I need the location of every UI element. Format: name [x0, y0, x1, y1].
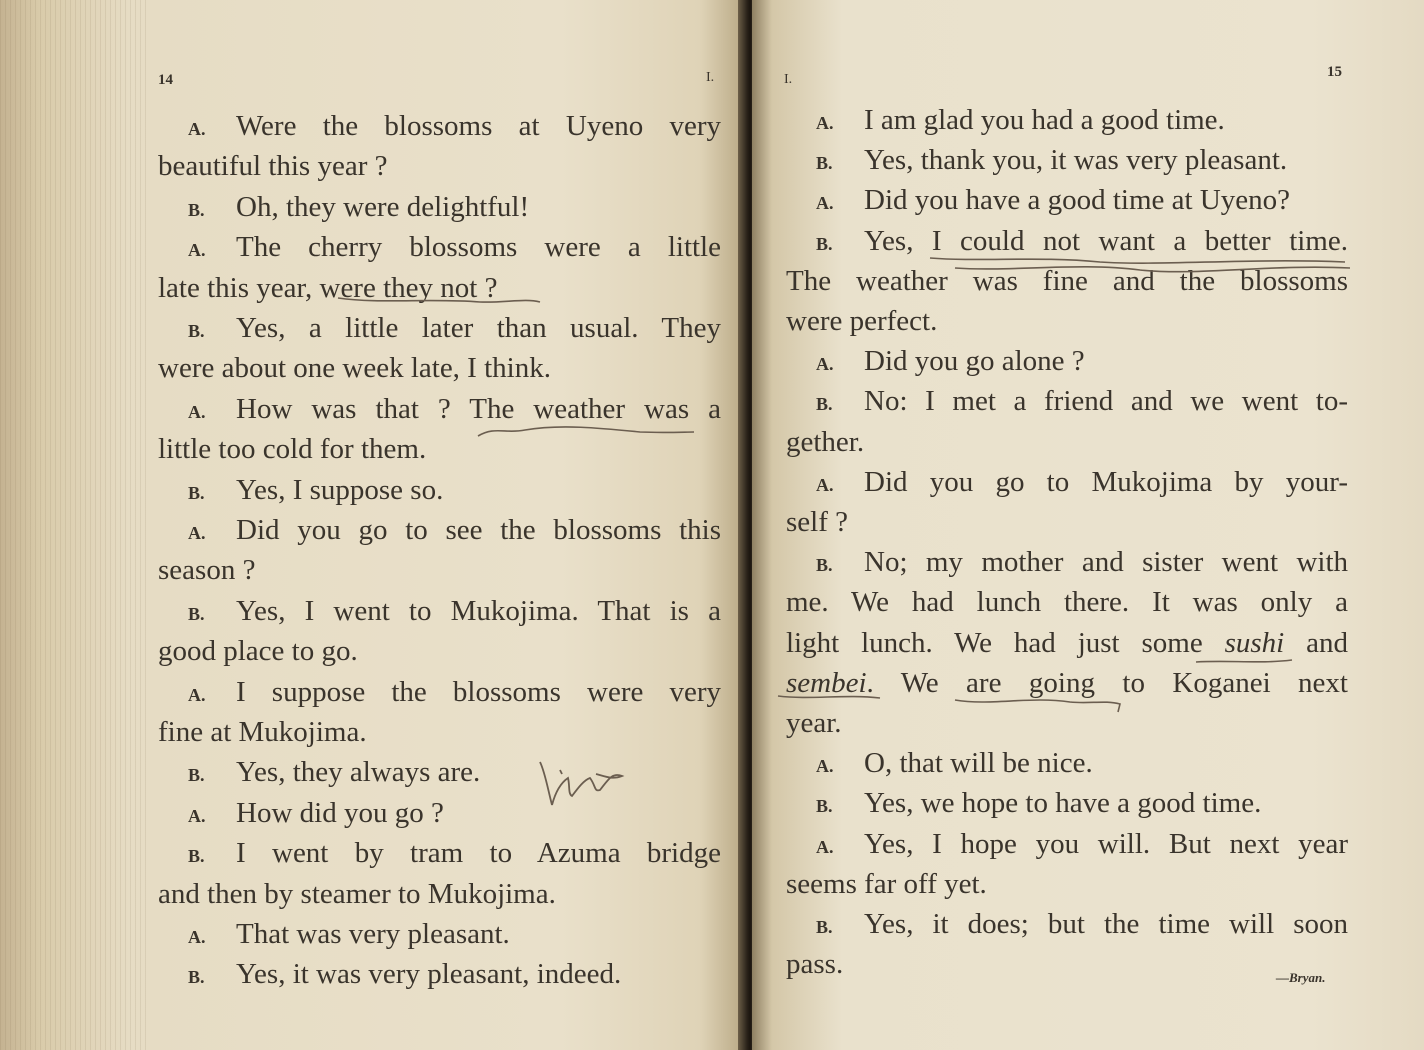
dialogue-line: [188, 674, 721, 713]
dialogue-line: [816, 383, 1348, 422]
line-text: were perfect.: [786, 305, 938, 337]
dialogue-line: [158, 714, 721, 750]
line-text: Oh, they were delightful!: [236, 190, 530, 223]
dialogue-line: [188, 472, 721, 511]
speaker-label: A.: [816, 193, 834, 214]
line-text: year.: [786, 707, 842, 739]
line-text: O, that will be nice.: [864, 747, 1093, 780]
line-text: Yes, I went to Mukojima. That is a: [236, 594, 721, 627]
speaker-label: A.: [816, 756, 834, 777]
dialogue-line: [786, 303, 1348, 339]
speaker-label: B.: [188, 321, 205, 341]
speaker-label: B.: [816, 555, 833, 576]
italic-word: sushi: [1224, 626, 1285, 659]
speaker-label: B.: [188, 603, 205, 624]
dialogue-line: [188, 754, 721, 793]
dialogue-line: [786, 665, 1348, 701]
line-text: gether.: [786, 425, 865, 458]
speaker-label: A.: [816, 474, 834, 495]
line-text: pass.: [786, 948, 844, 981]
line-text: How did you go ?: [236, 796, 444, 829]
dialogue-line: [188, 189, 721, 228]
attribution: —Bryan.: [1276, 970, 1326, 985]
line-text: That was very pleasant.: [236, 918, 510, 950]
speaker-label: B.: [816, 233, 833, 254]
dialogue-line: [816, 343, 1348, 382]
dialogue-line: [188, 916, 721, 955]
speaker-label: A.: [188, 805, 206, 826]
dialogue-line: [816, 826, 1348, 865]
speaker-label: A.: [816, 354, 834, 375]
line-text: good place to go.: [158, 635, 358, 668]
line-text-tail: and: [1284, 626, 1349, 659]
line-text: I went by tram to Azuma bridge: [236, 837, 721, 870]
line-text: beautiful this year ?: [158, 150, 388, 183]
dialogue-line: [158, 876, 721, 912]
page-edge-texture: [0, 0, 150, 1050]
speaker-label: A.: [188, 119, 206, 139]
dialogue-line: [188, 310, 721, 349]
dialogue-line: [816, 544, 1348, 583]
dialogue-line: [816, 182, 1348, 221]
line-text: little too cold for them.: [158, 433, 427, 466]
speaker-label: A.: [816, 113, 834, 133]
line-text: Did you go to Mukojima by your-: [864, 465, 1348, 498]
dialogue-line: [188, 835, 721, 874]
speaker-label: B.: [188, 967, 205, 988]
dialogue-line: [188, 108, 721, 147]
line-text: Yes, it was very pleasant, indeed.: [236, 958, 622, 991]
dialogue-line: [188, 391, 721, 430]
speaker-label: A.: [188, 684, 206, 705]
dialogue-line: [786, 424, 1348, 460]
dialogue-line: [188, 795, 721, 834]
line-text: Did you go alone ?: [864, 345, 1085, 378]
line-text: Yes, I could not want a better time.: [864, 224, 1348, 257]
speaker-label: A.: [188, 523, 206, 543]
line-text: I suppose the blossoms were very: [236, 675, 721, 708]
dialogue-line: [816, 745, 1348, 784]
dialogue-line: [786, 504, 1348, 540]
right-page-number: 15: [1327, 64, 1342, 80]
dialogue-line: [816, 142, 1348, 181]
dialogue-line: [158, 552, 721, 588]
dialogue-line: [816, 906, 1348, 945]
dialogue-line: [786, 584, 1348, 620]
dialogue-line: [188, 956, 721, 995]
speaker-label: B.: [816, 153, 833, 174]
line-text: Did you go to see the blossoms this: [236, 514, 721, 546]
speaker-label: B.: [816, 394, 833, 415]
dialogue-line: [786, 705, 1348, 741]
speaker-label: B.: [188, 199, 205, 220]
left-page-number: 14: [158, 72, 173, 88]
dialogue-line: [816, 102, 1348, 141]
line-text: fine at Mukojima.: [158, 716, 367, 748]
dialogue-line: [158, 431, 721, 467]
line-text: self ?: [786, 506, 848, 538]
line-text: season ?: [158, 554, 256, 587]
speaker-label: A.: [188, 927, 206, 947]
line-text: The cherry blossoms were a little: [236, 231, 721, 264]
line-text: Yes, we hope to have a good time.: [864, 787, 1262, 820]
line-text: Were the blossoms at Uyeno very: [236, 110, 721, 142]
dialogue-line: [158, 270, 721, 306]
speaker-label: B.: [816, 796, 833, 817]
line-text: The weather was fine and the blossoms: [786, 264, 1348, 297]
left-chapter-mark: I.: [706, 70, 715, 85]
line-text: Yes, thank you, it was very pleasant.: [864, 144, 1288, 177]
line-text: How was that ? The weather was a: [236, 392, 721, 425]
line-text: I am glad you had a good time.: [864, 104, 1225, 136]
dialogue-line: [786, 263, 1348, 299]
line-text: Yes, they always are.: [236, 756, 481, 789]
dialogue-line: [816, 785, 1348, 824]
line-text: seems far off yet.: [786, 867, 987, 900]
dialogue-line: [158, 148, 721, 184]
dialogue-line: [786, 946, 1348, 982]
speaker-label: B.: [816, 917, 833, 937]
speaker-label: B.: [188, 846, 205, 867]
line-text: No; my mother and sister went with: [864, 546, 1348, 579]
line-text: light lunch. We had just some: [786, 626, 1203, 659]
dialogue-line: [816, 464, 1348, 503]
dialogue-line: [188, 512, 721, 551]
line-text: were about one week late, I think.: [158, 352, 551, 385]
line-text: . We are going to Koganei next: [866, 666, 1348, 699]
dialogue-line: [786, 625, 1348, 661]
speaker-label: B.: [188, 482, 205, 503]
line-text: Yes, it does; but the time will soon: [864, 908, 1348, 940]
line-text: me. We had lunch there. It was only a: [786, 586, 1348, 619]
line-text: Yes, I hope you will. But next year: [864, 827, 1348, 860]
line-text: No: I met a friend and we went to-: [864, 385, 1348, 418]
dialogue-line: [188, 229, 721, 268]
right-chapter-mark: I.: [784, 72, 793, 87]
line-text: late this year, were they not ?: [158, 271, 498, 304]
dialogue-line: [158, 350, 721, 386]
dialogue-line: [816, 223, 1348, 262]
right-page: [752, 0, 1424, 1050]
line-text: Yes, I suppose so.: [236, 473, 444, 506]
line-text: Did you have a good time at Uyeno?: [864, 184, 1291, 217]
speaker-label: A.: [816, 836, 834, 857]
line-text: and then by steamer to Mukojima.: [158, 877, 556, 910]
line-text: Yes, a little later than usual. They: [236, 312, 721, 344]
dialogue-line: [786, 866, 1348, 902]
speaker-label: A.: [188, 401, 206, 422]
speaker-label: B.: [188, 765, 205, 786]
speaker-label: A.: [188, 240, 206, 261]
dialogue-line: [158, 633, 721, 669]
dialogue-line: [188, 593, 721, 632]
italic-word: sembei: [786, 666, 867, 699]
